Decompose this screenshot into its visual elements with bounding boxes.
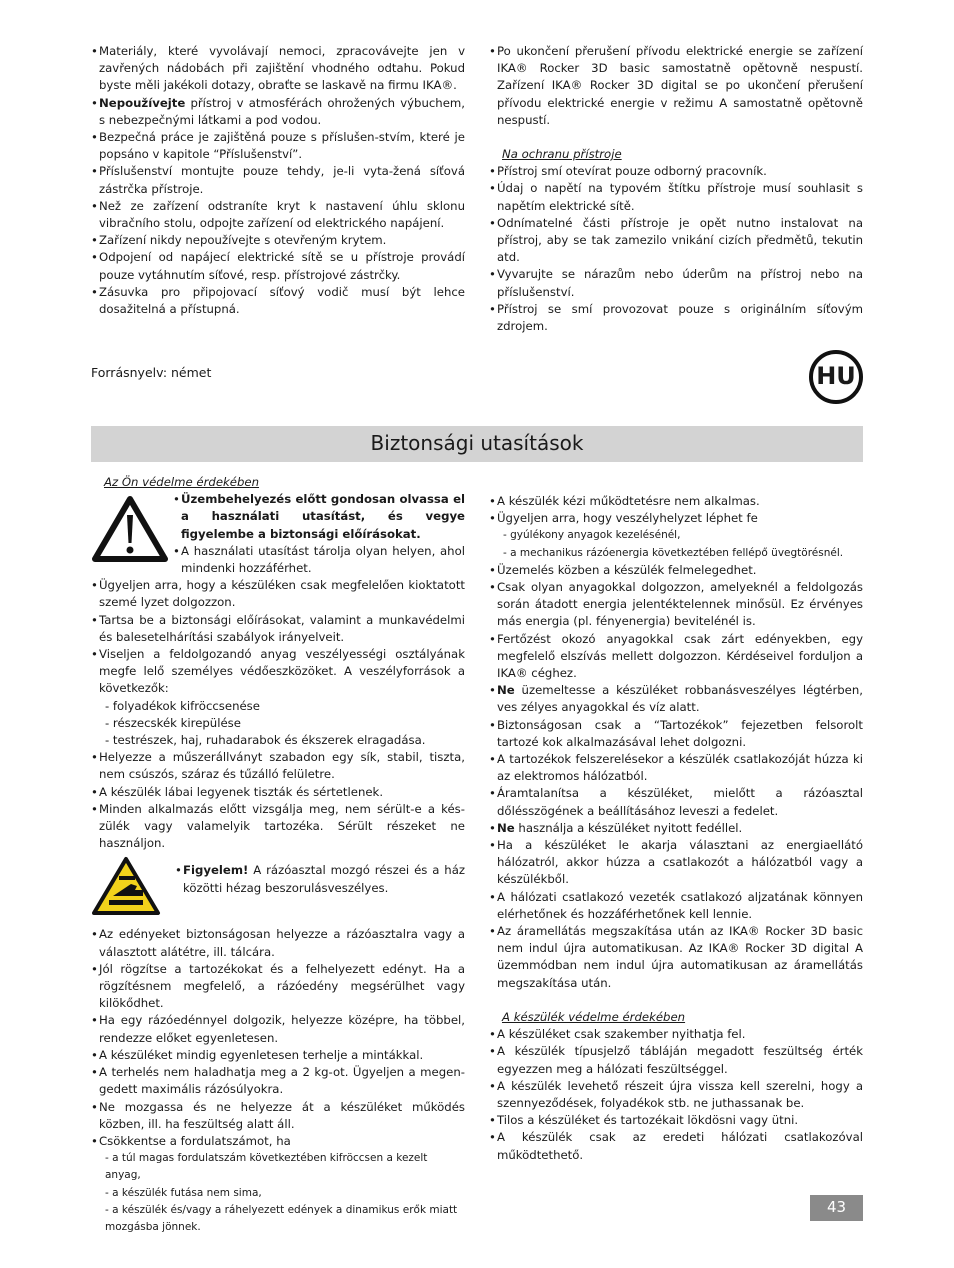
hu-safety-item: • Ha a készüléket le akarja választani az energiaellátó hálózatról, akkor húzza a csatlakozót a hálózatból vagy a készülékből. (489, 838, 863, 887)
hu-safety-item-text: Csak olyan anyagokkal dolgozzon, amelyeknél a feldolgozás során átadott energia jelentéktelennek minősül. Ez érvényes más energia (pl. fényenergia) bevitelénél is. (497, 580, 863, 629)
cz-protection-item-text: Přístroj se smí provozovat pouze s originálním síťovým zdrojem. (497, 301, 863, 334)
warning-item-read-manual: • Üzembehelyezés előtt gondosan olvassa el a használati utasítást, és vegye figyelembe a biztonsági előírásokat. (173, 492, 465, 541)
hu-safety-item-text: Ha a készüléket le akarja választani az energiaellátó hálózatról, akkor húzza a csatlakozót a hálózatból vagy a készülékből. (497, 838, 863, 887)
hu-safety-item-text: Csökkentse a fordulatszámot, ha (99, 1133, 291, 1148)
cz-protection-item-text: Údaj o napětí na typovém štítku přístroje musí souhlasit s napětím elektrické sítě. (497, 181, 863, 213)
warning-block-1 (91, 491, 465, 577)
hu-safety-item: • Ne használja a készüléket nyitott fedéllel. (489, 820, 743, 835)
hu-safety-item: • Viseljen a feldolgozandó anyag veszélyességi osztályának megfe lelő személyes védőeszközöket. A veszélyforrások a következők: (91, 647, 465, 696)
cz-left-column (91, 43, 465, 318)
hu-device-protection-item-text: A készüléket csak szakember nyithatja fel. (497, 1027, 746, 1042)
hu-device-protection-item: • A készülék levehető részeit újra vissza kell szerelni, hogy a szennyeződések, folyadékok stb. ne juthassanak be. (489, 1078, 863, 1110)
hu-safety-item-text: A terhelés nem haladhatja meg a 2 kg-ot. Ügyeljen a megengedett maximális rázósúlyokra. (99, 1065, 465, 1097)
cz-safety-item-text: Odpojení od napájecí elektrické sítě se u přístroje provádí pouze vytáhnutím síťové, resp. přístrojové zástrčky. (99, 250, 465, 282)
cz-safety-item: • Než ze zařízení odstraníte kryt k nastavení úhlu sklonu vibračního stolu, odpojte zařízení od elektrického napájení. (91, 198, 465, 231)
hu-safety-item: • A készülék kézi működtetésre nem alkalmas. (489, 494, 760, 508)
cz-protection-item-text: Přístroj smí otevírat pouze odborný pracovník. (497, 164, 767, 179)
cz-safety-item-text: Zařízení nikdy nepoužívejte s otevřeným krytem. (99, 233, 387, 248)
cz-protection-item-text: Odnímatelné části přístroje je opět nutno instalovat na přístroj, aby se tak zamezilo vnikání cizích předmětů, tekutin atd. (497, 215, 863, 265)
hu-safety-item-text: A készülék kézi működtetésre nem alkalmas. (497, 494, 760, 508)
page-number: 43 (810, 1195, 863, 1221)
cz-protection-item: • Přístroj smí otevírat pouze odborný pracovník. (489, 164, 767, 179)
hu-safety-item-text: Ne mozgassa és ne helyezze át a készüléket működés közben, ill. ha feszültség alatt áll. (99, 1099, 465, 1131)
hu-safety-item-text: Jól rögzítse a tartozékokat és a felhelyezett edényt. Ha a rögzítésnem megfelelő, a rázóedény megsérülhet vagy kilökődhet. (99, 961, 465, 1011)
hu-safety-item-text: A hálózati csatlakozó vezeték csatlakozó aljzatának könnyen elérhetőnek és hozzáférhetőnek kell lennie. (497, 889, 863, 921)
cz-safety-item: • Materiály, které vyvolávají nemoci, zpracovávejte jen v zavřených nádobách při zajištění vhodného odtahu. Pokud byste měli jakékoli dotazy, obraťte se laskavě na firmu IKA®. (91, 44, 465, 93)
hu-hazard-subitem: - testrészek, haj, ruhadarabok és ékszerek elragadása. (105, 733, 426, 748)
cz-protection-item: • Vyvarujte se nárazům nebo úderům na přístroj nebo na příslušenství. (489, 267, 863, 299)
hu-safety-item-text: Ne üzemeltesse a készüléket robbanásveszélyes légtérben, ves zélyes anyagokkal és víz alatt. (497, 683, 863, 715)
cz-safety-item: • Nepoužívejte přístroj v atmosférách ohrožených výbuchem, s nebezpečnými látkami a pod vodou. (91, 95, 465, 127)
hu-device-protection-item-text: Tilos a készüléket és tartozékait lökdösni vagy ütni. (497, 1113, 799, 1128)
cz-safety-item-text: Materiály, které vyvolávají nemoci, zpracovávejte jen v zavřených nádobách při zajištění vhodného odtahu. Pokud byste měli jakékoli dotazy, obraťte se laskavě na firmu IKA®. (99, 44, 465, 93)
section-title (91, 426, 863, 462)
hu-safety-item: • Ügyeljen arra, hogy veszélyhelyzet léphet fe (489, 511, 758, 526)
hu-safety-item-text: Ne használja a készüléket nyitott fedéllel. (497, 820, 743, 835)
hu-protection-heading: Az Ön védelme érdekében (104, 475, 260, 489)
cz-safety-item-text: Nepoužívejte přístroj v atmosférách ohrožených výbuchem, s nebezpečnými látkami a pod vodou. (99, 95, 465, 127)
hu-safety-item-text: Tartsa be a biztonsági előírásokat, valamint a munkavédelmi és balesetelhárítási szabályok irányelveit. (99, 612, 465, 644)
hu-safety-item: • Az edényeket biztonságosan helyezze a rázóasztalra vagy a választott alátétre, ill. tálcára. (91, 927, 465, 959)
hu-safety-item: • Áramtalanítsa a készüléket, mielőtt a rázóasztal dőlésszögének a beállításához leveszi a fedelet. (489, 786, 863, 818)
cz-safety-item-text: Zásuvka pro připojovací síťový vodič musí být lehce dosažitelná a přístupná. (99, 284, 465, 317)
hu-safety-item: • Tartsa be a biztonsági előírásokat, valamint a munkavédelmi és balesetelhárítási szabályok irányelveit. (91, 612, 465, 644)
hu-safety-item: • Üzemelés közben a készülék felmelegedhet. (489, 562, 757, 577)
hu-device-protection-item-text: A készülék csak az eredeti hálózati csatlakozóval működtethető. (497, 1130, 863, 1162)
hu-safety-item-text: Helyezze a műszerállványt szabadon egy sík, stabil, tiszta, nem csúszós, száraz és tűzálló felületre. (99, 750, 465, 782)
hu-safety-item: • Ne mozgassa és ne helyezze át a készüléket működés közben, ill. ha feszültség alatt áll. (91, 1099, 465, 1131)
hu-hazard-subitem: - folyadékok kifröccsenése (105, 698, 260, 713)
hu-device-protection-item: • Tilos a készüléket és tartozékait lökdösni vagy ütni. (489, 1113, 799, 1128)
hu-safety-item: • Ne üzemeltesse a készüléket robbanásveszélyes légtérben, ves zélyes anyagokkal és víz alatt. (489, 683, 863, 715)
hu-safety-item: • Ha egy rázóedénnyel dolgozik, helyezze középre, ha többel, rendezze előket egyenletesen. (91, 1013, 465, 1045)
cz-right-column (489, 43, 863, 335)
hu-device-protection-item-text: A készülék típusjelző tábláján megadott feszültség érték egyezzen meg a hálózati feszültséggel. (497, 1044, 863, 1076)
language-badge: HU (809, 350, 863, 404)
hu-device-protection-item: • A készüléket csak szakember nyithatja fel. (489, 1027, 746, 1042)
hu-safety-item-text: Minden alkalmazás előtt vizsgálja meg, nem sérült-e a készülék vagy valamelyik tartozéka. Sérült részeket ne használjon. (99, 801, 465, 851)
section-title-text: Biztonsági utasítások (370, 431, 584, 456)
hu-device-protection-item-text: A készülék levehető részeit újra vissza kell szerelni, hogy a szennyeződések, folyadékok stb. ne juthassanak be. (497, 1078, 863, 1110)
hu-safety-item: • Csak olyan anyagokkal dolgozzon, amelyeknél a feldolgozás során átadott energia jelentéktelennek minősül. Ez érvényes más energia (pl. fényenergia) bevitelénél is. (489, 580, 863, 629)
cz-protection-item: • Odnímatelné části přístroje je opět nutno instalovat na přístroj, aby se tak zamezilo vnikání cizích předmětů, tekutin atd. (489, 215, 863, 265)
hu-device-protection-item: • A készülék csak az eredeti hálózati csatlakozóval működtethető. (489, 1130, 863, 1162)
hu-safety-item-text: Ügyeljen arra, hogy veszélyhelyzet léphet fe (497, 511, 758, 526)
cz-protection-heading: Na ochranu přístroje (502, 147, 622, 162)
hu-left-column (91, 474, 465, 1236)
hu-safety-item-text: Ügyeljen arra, hogy a készüléken csak megfelelően kioktatott szemé lyzet dolgozzon. (99, 578, 465, 610)
cz-protection-item-text: Vyvarujte se nárazům nebo úderům na přístroj nebo na příslušenství. (497, 267, 863, 299)
hu-safety-item: • A készüléket mindig egyenletesen terhelje a mintákkal. (91, 1047, 424, 1062)
hu-safety-item: • Csökkentse a fordulatszámot, ha (91, 1133, 291, 1148)
warning-item-store-manual: • A használati utasítást tárolja olyan helyen, ahol mindenki hozzáférhet. (173, 543, 465, 576)
hu-safety-item-text: A készüléket mindig egyenletesen terhelje a mintákkal. (99, 1047, 424, 1062)
cz-safety-item-text: Příslušenství montujte pouze tehdy, je-li vyta-žená síťová zástrčka přístroje. (99, 164, 465, 196)
hu-safety-item: • Helyezze a műszerállványt szabadon egy sík, stabil, tiszta, nem csúszós, száraz és tűzálló felületre. (91, 750, 465, 782)
hu-safety-item-text: Üzemelés közben a készülék felmelegedhet. (497, 562, 757, 577)
cz-power-item: • Po ukončení přerušení přívodu elektrické energie se zařízení IKA® Rocker 3D basic samostatně opětovně nespustí. Zařízení IKA® Rocker 3D digital se po ukončení přerušení přívodu elektrické energie v režimu A samostatně opětovně nespustí. (489, 44, 863, 127)
hu-safety-item-text: Biztonságosan csak a “Tartozékok” fejezetben felsorolt tartozé kok alkalmazásával lehet dolgozni. (497, 717, 863, 749)
cz-safety-item: • Příslušenství montujte pouze tehdy, je-li vyta-žená síťová zástrčka přístroje. (91, 164, 465, 196)
hu-safety-item-text: A tartozékok felszerelésekor a készülék csatlakozóját húzza ki az elektromos hálózatból. (497, 752, 863, 784)
hu-right-column (489, 493, 863, 1164)
source-language-note: Forrásnyelv: német (91, 365, 212, 380)
cz-safety-item: • Zásuvka pro připojovací síťový vodič musí být lehce dosažitelná a přístupná. (91, 284, 465, 317)
hu-speed-subitem: - a készülék futása nem sima, (105, 1186, 262, 1199)
hu-speed-subitem: - a készülék és/vagy a ráhelyezett edények a dinamikus erők miatt mozgásba jönnek. (105, 1203, 458, 1233)
hu-safety-item: • Minden alkalmazás előtt vizsgálja meg, nem sérült-e a készülék vagy valamelyik tartozéka. Sérült részeket ne használjon. (91, 801, 465, 851)
cz-protection-item: • Přístroj se smí provozovat pouze s originálním síťovým zdrojem. (489, 301, 863, 334)
hand-crush-warning-icon (91, 856, 161, 916)
hu-safety-item: • A tartozékok felszerelésekor a készülék csatlakozóját húzza ki az elektromos hálózatból. (489, 752, 863, 784)
hu-speed-subitem: - a túl magas fordulatszám következtében kifröccsen a kezelt anyag, (105, 1152, 428, 1182)
hu-hazard-subitem: - a mechanikus rázóenergia következtében fellépő üvegtörésnél. (503, 546, 844, 559)
cz-safety-item: • Bezpečná práce je zajištěná pouze s příslušen-stvím, které je popsáno v kapitole “Příslušenství”. (91, 130, 465, 162)
hu-safety-item: • Jól rögzítse a tartozékokat és a felhelyezett edényt. Ha a rögzítésnem megfelelő, a rázóedény megsérülhet vagy kilökődhet. (91, 961, 465, 1011)
cz-safety-item: • Odpojení od napájecí elektrické sítě se u přístroje provádí pouze vytáhnutím síťové, resp. přístrojové zástrčky. (91, 250, 465, 282)
warning-triangle-icon (91, 495, 169, 563)
hu-safety-item: • A készülék lábai legyenek tiszták és sértetlenek. (91, 784, 384, 799)
hu-device-protection-item: • A készülék típusjelző tábláján megadott feszültség érték egyezzen meg a hálózati feszültséggel. (489, 1044, 863, 1076)
cz-safety-item-text: Než ze zařízení odstraníte kryt k nastavení úhlu sklonu vibračního stolu, odpojte zařízení od elektrického napájení. (99, 198, 465, 231)
warning-item-pinch: • Figyelem! A rázóasztal mozgó részei és a ház közötti hézag beszorulásveszélyes. (175, 863, 465, 895)
hu-safety-item-text: Viseljen a feldolgozandó anyag veszélyességi osztályának megfe lelő személyes védőeszközöket. A veszélyforrások a következők: (99, 647, 465, 696)
hu-safety-item-text: A készülék lábai legyenek tiszták és sértetlenek. (99, 784, 384, 799)
hu-safety-item: • A terhelés nem haladhatja meg a 2 kg-ot. Ügyeljen a megengedett maximális rázósúlyokra. (91, 1065, 465, 1097)
hu-safety-item: • A hálózati csatlakozó vezeték csatlakozó aljzatának könnyen elérhetőnek és hozzáférhetőnek kell lennie. (489, 889, 863, 921)
hu-safety-item: • Ügyeljen arra, hogy a készüléken csak megfelelően kioktatott szemé lyzet dolgozzon. (91, 578, 465, 610)
hu-safety-item-text: Az áramellátás megszakítása után az IKA® Rocker 3D basic nem indul újra automatikusan. Az IKA® Rocker 3D digital A üzemmódban nem indul újra automatikusan az áramellátás megszakítása után. (497, 924, 863, 990)
hu-safety-item: • Biztonságosan csak a “Tartozékok” fejezetben felsorolt tartozé kok alkalmazásával lehet dolgozni. (489, 717, 863, 749)
hu-safety-item-text: Áramtalanítsa a készüléket, mielőtt a rázóasztal dőlésszögének a beállításához leveszi a fedelet. (497, 786, 863, 818)
cz-safety-item: • Zařízení nikdy nepoužívejte s otevřeným krytem. (91, 233, 387, 248)
hu-safety-item-text: Ha egy rázóedénnyel dolgozik, helyezze középre, ha többel, rendezze előket egyenletesen. (99, 1013, 465, 1045)
device-protection-heading: A készülék védelme érdekében (502, 1009, 686, 1024)
hu-hazard-subitem: - részecskék kirepülése (105, 715, 241, 730)
cz-protection-item: • Údaj o napětí na typovém štítku přístroje musí souhlasit s napětím elektrické sítě. (489, 181, 863, 213)
hu-safety-item-text: Fertőzést okozó anyagokkal csak zárt edényekben, egy megfelelő elszívás mellett dolgozzon. Kérdéseivel forduljon a IKA® céghez. (497, 631, 863, 681)
hu-safety-item: • Az áramellátás megszakítása után az IKA® Rocker 3D basic nem indul újra automatikusan. Az IKA® Rocker 3D digital A üzemmódban nem indul újra automatikusan az áramellátás megszakítása után. (489, 924, 863, 990)
cz-safety-item-text: Bezpečná práce je zajištěná pouze s příslušen-stvím, které je popsáno v kapitole “Příslušenství”. (99, 130, 465, 162)
hu-safety-item-text: Az edényeket biztonságosan helyezze a rázóasztalra vagy a választott alátétre, ill. tálcára. (99, 927, 465, 959)
hu-hazard-subitem: - gyúlékony anyagok kezelésénél, (503, 529, 681, 542)
warning-block-pinch (91, 856, 465, 916)
hu-safety-item: • Fertőzést okozó anyagokkal csak zárt edényekben, egy megfelelő elszívás mellett dolgozzon. Kérdéseivel forduljon a IKA® céghez. (489, 631, 863, 681)
